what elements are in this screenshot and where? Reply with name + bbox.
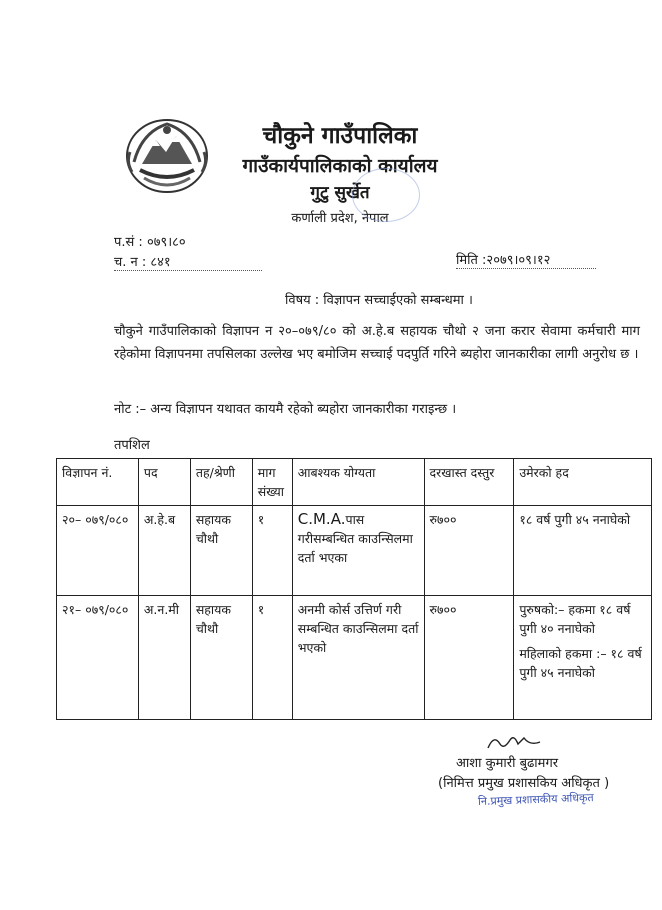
letter-date: मिति :२०७९।०९।१२ <box>456 250 596 269</box>
header-age-limit: उमेरको हद <box>514 459 652 506</box>
table-caption: तपशिल <box>114 438 150 453</box>
age-limit-male: पुरुषको:– हकमा १८ वर्ष पुगी ४० ननाघेको <box>519 602 631 636</box>
cell-age-limit: १८ वर्ष पुगी ४५ ननाघेको <box>514 506 652 596</box>
official-stamp: नि.प्रमुख प्रशासकीय अधिकृत <box>477 790 594 809</box>
header-fee: दरखास्त दस्तुर <box>424 459 514 506</box>
note-line: नोट :– अन्य विज्ञापन यथावत कायमै रहेको ब्यहोरा जानकारीका गराइन्छ । <box>114 402 457 417</box>
letter-number: प.सं : ०७९।८० <box>114 235 186 250</box>
table-header-row <box>57 459 652 506</box>
signatory-name: आशा कुमारी बुढामगर <box>456 756 559 771</box>
cell-fee: रु७०० <box>424 596 514 720</box>
cell-ad-no: २१– ०७९/०८० <box>57 596 139 720</box>
cell-level: सहायक चौथौ <box>190 596 252 720</box>
cell-count: १ <box>252 506 292 596</box>
cell-level: सहायक चौथौ <box>190 506 252 596</box>
cell-age-limit <box>514 596 652 720</box>
municipality-name: चौकुने गाउँपालिका <box>262 123 418 149</box>
header-ad-no: विज्ञापन नं. <box>57 459 139 506</box>
header-qualification: आबश्यक योग्यता <box>292 459 424 506</box>
office-name: गाउँकार्यपालिकाको कार्यालय <box>242 155 438 177</box>
header-count: माग संख्या <box>252 459 292 506</box>
office-place: गुटु सुर्खेत <box>310 183 370 203</box>
cell-qualification <box>292 506 424 596</box>
header-post: पद <box>138 459 190 506</box>
signatory-title: (निमित्त प्रमुख प्रशासकिय अधिकृत ) <box>438 776 610 791</box>
qualification-highlight: C.M.A. <box>297 510 346 528</box>
cell-qualification: अनमी कोर्स उत्तिर्ण गरी सम्बन्धित काउन्सिलमा दर्ता भएको <box>292 596 424 720</box>
table-row <box>57 596 652 720</box>
header-level: तह/श्रेणी <box>190 459 252 506</box>
cell-fee: रु७०० <box>424 506 514 596</box>
vacancy-table <box>56 458 652 720</box>
subject-line: विषय : विज्ञापन सच्चाईएको सम्बन्धमा । <box>285 293 473 308</box>
cell-post: अ.हे.ब <box>138 506 190 596</box>
cell-post: अ.न.मी <box>138 596 190 720</box>
cell-count: १ <box>252 596 292 720</box>
table-row <box>57 506 652 596</box>
age-limit-female: महिलाको हकमा :– १८ वर्ष पुगी ४५ ननाघेको <box>519 646 642 680</box>
cell-ad-no: २०– ०७९/०८० <box>57 506 139 596</box>
office-seal <box>352 168 420 222</box>
dispatch-number: च. न : ८४१ <box>114 252 262 271</box>
qualification-text: पास गरीसम्बन्धित काउन्सिलमा दर्ता भएका <box>297 512 413 565</box>
body-paragraph: चौकुने गाउँपालिकाको विज्ञापन न २०–०७९/८० को अ.हे.ब सहायक चौथो २ जना करार सेवामा कर्मचारी माग रहेकोमा विज्ञापनमा तपसिलका उल्लेख भए बमोजिम सच्चाई पदपुर्ति गरिने ब्यहोरा जानकारीका लागी अनुरोध छ । <box>114 324 640 362</box>
signature-scribble <box>484 732 544 754</box>
province-name: कर्णाली प्रदेश, नेपाल <box>291 211 389 226</box>
